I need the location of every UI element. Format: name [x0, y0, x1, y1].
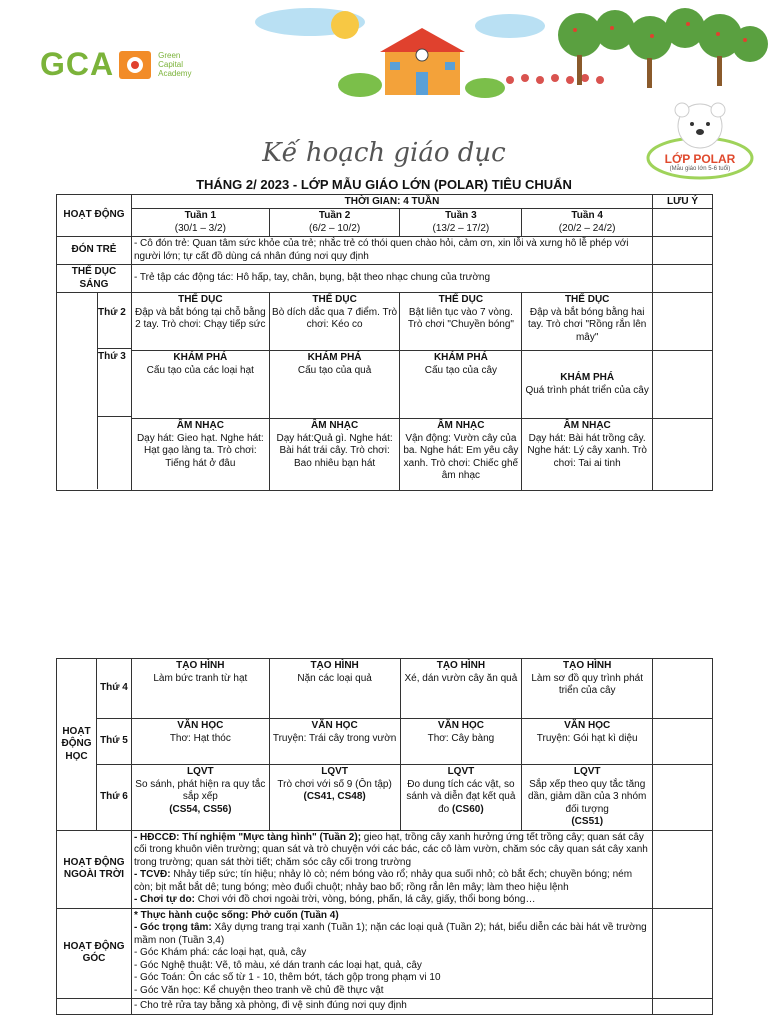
cell-text: Bật liên tục vào 7 vòng. Trò chơi "Chuyền bóng": [407, 306, 514, 330]
subject-label: KHÁM PHÁ: [433, 352, 488, 363]
activity-cell: [269, 419, 400, 491]
week-header: [131, 209, 269, 237]
cell-text: Bò dích dắc qua 7 điểm. Trò chơi: Kéo co: [272, 306, 398, 330]
activity-cell: [522, 719, 653, 765]
cell-text: Trò chơi với số 9 (Ôn tập): [277, 778, 392, 790]
standard-code: (CS41, CS48): [303, 791, 366, 802]
cell-text: So sánh, phát hiện ra quy tắc sắp xếp: [135, 778, 266, 802]
activity-cell: [400, 419, 522, 491]
table-row: [57, 419, 713, 491]
activity-cell: [522, 419, 653, 491]
logo-sub-line: Green: [158, 51, 181, 60]
table-row: [57, 659, 713, 719]
notes-cell: [653, 351, 713, 419]
row-label-the-duc-sang: THỂ DỤC SÁNG: [57, 265, 132, 293]
table-row: [57, 765, 713, 831]
subject-label: LQVT: [187, 766, 214, 777]
subject-label: LQVT: [321, 766, 348, 777]
subject-label: LQVT: [573, 766, 601, 777]
goc-l4: - Góc Nghệ thuật: Vẽ, tô màu, xé dán tranh các loại hạt, quả, cây: [133, 959, 422, 971]
day-label: Thứ 4: [96, 659, 131, 719]
goc-l3: - Góc Khám phá: các loại hạt, quả, cây: [133, 947, 307, 958]
subject-label: ÂM NHẠC: [437, 420, 485, 431]
table-row: [57, 195, 713, 209]
subject-label: VĂN HỌC: [437, 720, 484, 731]
goc-l5: - Góc Toán: Ôn các số từ 1 - 10, thêm bớt, tách gộp trong phạm vi 10: [133, 972, 441, 983]
logo-sub-line: Academy: [158, 69, 192, 78]
ngoai-troi-l1-bold: - HĐCCĐ: Thí nghiệm "Mực tàng hình" (Tuần 2);: [133, 831, 362, 843]
week-name: Tuần 3: [445, 210, 477, 221]
table-row: [57, 999, 713, 1015]
cell-text: Nặn các loại quả: [297, 672, 372, 684]
activity-cell: [522, 765, 653, 831]
week-header: [522, 209, 653, 237]
table-row: [57, 293, 713, 351]
notes-cell: [653, 830, 713, 908]
table-row: [57, 351, 713, 419]
activity-cell: [269, 765, 400, 831]
week-header: [400, 209, 522, 237]
row-label-cut: [57, 999, 132, 1015]
activity-cell: [131, 765, 269, 831]
activity-cell: [131, 351, 269, 419]
subject-label: KHÁM PHÁ: [307, 352, 362, 363]
goc-l6: - Góc Văn học: Kể chuyện theo tranh về chủ đề thực vật: [133, 984, 384, 996]
week-name: Tuần 4: [571, 210, 603, 221]
badge-title: LỚP POLAR: [664, 152, 736, 166]
document-title: Kế hoạch giáo dục: [262, 138, 506, 168]
cell-text: Cấu tạo của cây: [424, 364, 498, 376]
subject-label: THỂ DỤC: [178, 294, 223, 305]
activity-cell: [269, 719, 400, 765]
activity-cell: [131, 419, 269, 491]
activity-cell: [522, 293, 653, 351]
logo-mark-icon: [118, 50, 152, 80]
standard-code: (CS54, CS56): [169, 803, 232, 815]
logo-text: GCA: [40, 46, 115, 82]
notes-cell: [653, 908, 713, 999]
week-name: Tuần 2: [318, 210, 351, 221]
activity-cell: [400, 293, 522, 351]
week-range: (13/2 – 17/2): [432, 222, 490, 234]
logo-subtext: [158, 51, 191, 78]
school-scene-illustration: [240, 0, 768, 110]
gca-logo: [40, 46, 191, 83]
activity-cell: [400, 765, 522, 831]
cell-text: Cấu tạo của các loại hạt: [146, 364, 254, 376]
activity-cell: [131, 293, 269, 351]
activity-cell: [400, 659, 522, 719]
row-label-don-tre: ĐÓN TRẺ: [57, 237, 132, 265]
notes-cell: [653, 765, 713, 831]
activity-cell: [131, 659, 269, 719]
cell-text: Thơ: Cây bàng: [427, 732, 495, 744]
day-label: Thứ 6: [96, 765, 131, 831]
row-label-hoat-dong-hoc: HOẠT ĐỘNG HỌC: [57, 659, 97, 831]
day-column: [57, 293, 132, 491]
subject-label: TẠO HÌNH: [436, 660, 486, 671]
cell-text: Làm sơ đồ quy trình phát triển của cây: [531, 672, 643, 696]
cell-text: Xé, dán vườn cây ăn quả: [404, 672, 518, 684]
notes-cell: [653, 719, 713, 765]
week-range: (20/2 – 24/2): [558, 222, 616, 234]
cell-text: Đo dung tích các vật, so sánh và diễn đạt kết quả đo: [406, 778, 516, 815]
goc-l1: * Thực hành cuộc sống: Phở cuốn (Tuần 4): [133, 909, 339, 921]
standard-code: (CS60): [452, 803, 484, 815]
cell-text: Vận động: Vườn cây của ba. Nghe hát: Em yêu cây xanh. Trò chơi: Chiếc ghế âm nhạc: [403, 432, 519, 481]
cell-text: Đập và bắt bóng tại chỗ bằng 2 tay. Trò chơi: Chạy tiếp sức: [135, 306, 266, 330]
cell-text: Dạy hát: Gieo hạt. Nghe hát: Hạt gạo làng ta. Trò chơi: Tiếng hát ở đâu: [136, 432, 264, 469]
subject-label: LQVT: [447, 766, 475, 777]
subject-label: KHÁM PHÁ: [560, 372, 615, 383]
goc-text: [131, 908, 652, 999]
day-label: Thứ 2: [98, 293, 131, 349]
the-duc-sang-text: - Trẻ tập các động tác: Hô hấp, tay, chân, bụng, bật theo nhạc chung của trường: [131, 265, 652, 293]
header-activity: HOẠT ĐỘNG: [57, 195, 132, 237]
activity-cell: [269, 293, 400, 351]
cell-text: Làm bức tranh từ hạt: [153, 672, 248, 684]
logo-sub-line: Capital: [158, 60, 184, 69]
week-range: (6/2 – 10/2): [309, 222, 361, 234]
day-label: Thứ 3: [98, 349, 131, 417]
notes-cell: [653, 419, 713, 491]
notes-cell: [653, 237, 713, 265]
activity-cell: [522, 659, 653, 719]
ngoai-troi-text: [131, 830, 652, 908]
page-header: [0, 0, 768, 200]
notes-cell: [653, 209, 713, 237]
cell-text: Đập và bắt bóng bằng hai tay. Trò chơi "Rồng rắn lên mây": [528, 306, 647, 343]
subject-label: VĂN HỌC: [311, 720, 358, 731]
table-row: [57, 265, 713, 293]
cell-text: Sắp xếp theo quy tắc tăng dần, giảm dần của 3 nhóm đối tượng: [527, 778, 647, 815]
subject-label: TẠO HÌNH: [563, 660, 612, 671]
cell-text: Quá trình phát triển của cây: [525, 384, 649, 396]
row-label-ngoai-troi: HOẠT ĐỘNG NGOÀI TRỜI: [57, 830, 132, 908]
document-subtitle: THÁNG 2/ 2023 - LỚP MẪU GIÁO LỚN (POLAR) TIÊU CHUẨN: [196, 177, 572, 192]
table-row: [57, 719, 713, 765]
notes-cell: [653, 265, 713, 293]
week-header: [269, 209, 400, 237]
last-row-text: - Cho trẻ rửa tay bằng xà phòng, đi vệ sinh đúng nơi quy định: [131, 999, 652, 1015]
subject-label: ÂM NHẠC: [563, 420, 611, 431]
day-label: Thứ 5: [96, 719, 131, 765]
notes-cell: [653, 293, 713, 351]
subject-label: ÂM NHẠC: [310, 420, 359, 431]
notes-cell: [653, 999, 713, 1015]
cell-text: Dạy hát: Bài hát trồng cây. Nghe hát: Lý cây xanh. Trò chơi: Tai ai tinh: [527, 432, 647, 469]
activity-cell: [400, 719, 522, 765]
activity-cell: [400, 351, 522, 419]
activity-cell: [522, 351, 653, 419]
row-label-goc: HOẠT ĐỘNG GÓC: [57, 908, 132, 999]
table-row: [57, 209, 713, 237]
don-tre-text: - Cô đón trẻ: Quan tâm sức khỏe của trẻ; nhắc trẻ có thói quen chào hỏi, cảm ơn, xin lỗi và xưng hô lễ phép với người lớn; tự cất đồ dùng cá nhân đúng nơi quy định: [131, 237, 652, 265]
subject-label: THỂ DỤC: [438, 294, 484, 305]
badge-subtitle: (Mẫu giáo lớn 5-6 tuổi): [669, 166, 731, 172]
activity-cell: [269, 659, 400, 719]
subject-label: TẠO HÌNH: [310, 660, 359, 671]
standard-code: (CS51): [571, 816, 604, 827]
plan-table-part1: [56, 194, 713, 491]
table-row: [57, 908, 713, 999]
ngoai-troi-l2-bold: - TCVĐ:: [133, 869, 171, 880]
cell-text: Truyện: Trái cây trong vườn: [272, 732, 397, 744]
cell-text: Truyện: Gói hạt kì diệu: [536, 732, 638, 744]
activity-cell: [269, 351, 400, 419]
week-name: Tuần 1: [184, 210, 217, 221]
cell-text: Thơ: Hạt thóc: [169, 732, 231, 744]
header-notes: LƯU Ý: [653, 195, 713, 209]
subject-label: THỂ DỤC: [312, 294, 357, 305]
goc-l2-bold: - Góc trọng tâm:: [133, 922, 212, 933]
ngoai-troi-l2: Nhảy tiếp sức; tín hiệu; nhảy lò cò; ném bóng vào rổ; nhảy qua suối nhỏ; cò bắt ếch; chuyền bóng; ném còn; bịt mắt bắt dê; tung bóng; mèo đuổi chuột; nhảy bao bố; rồng rắn lên mây; làm theo hiệu lệnh: [133, 869, 633, 893]
plan-table-part2: [56, 658, 713, 1015]
table-row: [57, 237, 713, 265]
week-range: (30/1 – 3/2): [174, 222, 226, 234]
ngoai-troi-l3-bold: - Chơi tự do:: [133, 894, 195, 905]
goc-l2: Xây dựng trang trại xanh (Tuần 1); nặn các loại quả (Tuần 2); hát, biểu diễn các bài hát về trường mầm non (Tuần 3,4): [133, 922, 647, 946]
ngoai-troi-l1: gieo hạt, trồng cây xanh hưởng ứng tết trồng cây; quan sát cây cối trong khuôn viên trường; quan sát và trò chuyện với các bác, các cô làm vườn, chăm sóc cây quan sát cây xanh trong trường; quan sát thời tiết; chăm sóc cây cối trong trường: [133, 831, 648, 868]
cell-text: Dạy hát:Quả gì. Nghe hát: Bài hát trái cây. Trò chơi: Bao nhiêu bạn hát: [276, 432, 393, 469]
header-time: THỜI GIAN: 4 TUẦN: [131, 195, 652, 209]
subject-label: TẠO HÌNH: [176, 660, 225, 671]
ngoai-troi-l3: Chơi với đồ chơi ngoài trời, vòng, bóng, phấn, lá cây, giấy, thổi bong bóng…: [194, 894, 536, 905]
subject-label: KHÁM PHÁ: [173, 352, 228, 363]
cell-text: Cấu tạo của quả: [297, 364, 372, 376]
notes-cell: [653, 659, 713, 719]
table-row: [57, 830, 713, 908]
subject-label: THỂ DỤC: [564, 294, 610, 305]
subject-label: VĂN HỌC: [177, 720, 224, 731]
subject-label: VĂN HỌC: [564, 720, 611, 731]
subject-label: ÂM NHẠC: [176, 420, 224, 431]
activity-cell: [131, 719, 269, 765]
